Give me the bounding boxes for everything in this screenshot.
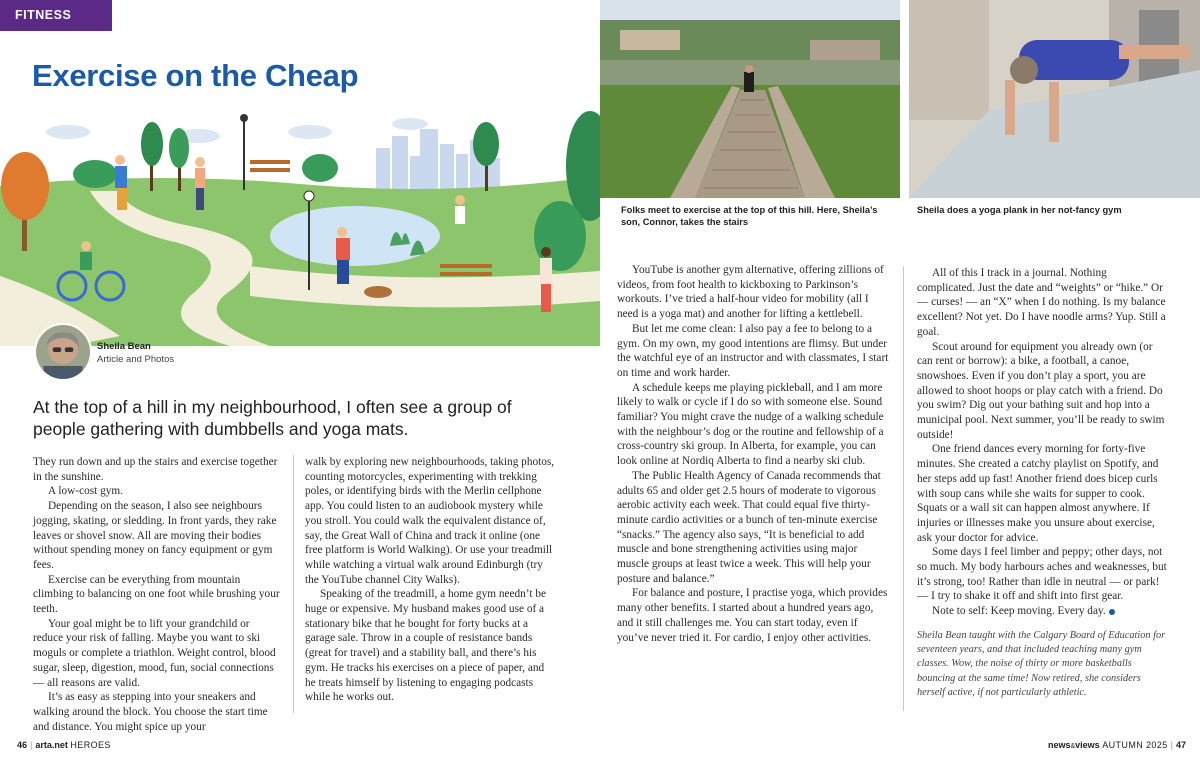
author-role: Article and Photos xyxy=(97,354,175,365)
photo-caption-plank: Sheila does a yoga plank in her not-fancy gym xyxy=(917,205,1122,215)
body-column-1 xyxy=(33,455,281,734)
page-number-left: 46 xyxy=(17,740,28,750)
paragraph: All of this I track in a journal. Nothing complicated. Just the date and “weights” or “hike.” Or — curses! — an “X” when I do nothing. Is my balance excellent? Not yet. Do I have noodle arms? Yup. Still a goal. xyxy=(917,267,1166,338)
brand-amp: & xyxy=(1070,743,1076,750)
footer-right: news&views AUTUMN 2025 | 47 xyxy=(1047,740,1186,750)
column-rule xyxy=(903,266,904,711)
paragraph: Some days I feel limber and peppy; other days, not so much. My body harbours aches and weaknesses, but it’s strong, too! Rather than idle in neutral — or park! — I try to shake it off and shift into first gear. xyxy=(917,546,1167,603)
paragraph: Scout around for equipment you already own (or can rent or borrow): a bike, a football, a canoe, snowshoes. Even if you don’t play a sport, you are allowed to shoot hoops or play catch with a friend. Do you swim? Dig out your bathing suit and hop into a municipal pool. Next summer, you’ll be ready to swim outside! xyxy=(917,340,1165,441)
brand-views: views xyxy=(1075,740,1100,750)
paragraph: Speaking of the treadmill, a home gym needn’t be huge or expensive. My husband makes good use of a stationary bike that he bought for forty bucks at a garage sale. Throw in a couple of resistance bands (great for travel) and a stability ball, and there’s his gym. He tracks his exercises on a piece of paper, and he treats himself by listening to engaging podcasts while he works out. xyxy=(305,588,546,704)
paragraph: One friend dances every morning for forty-five minutes. She created a catchy playlist on Spotify, and her steps add up fast! Another friend does bicep curls with soup cans while she waits for supper to cook. Squats or a wall sit can happen almost anywhere. If injuries or illnesses make you unsure about exercise, ask your doctor for advice. xyxy=(917,443,1159,544)
paragraph: The Public Health Agency of Canada recommends that adults 65 and older get 2.5 hours of moderate to vigorous aerobic activity each week. That could equal five thirty-minute cardio activities or a bunch of ten-minute exercise “snacks.” The agency also says, “It is beneficial to add muscle and bone strengthening activities using major muscle groups at least twice a week. This will help your posture and balance.” xyxy=(617,469,881,585)
section-tag: FITNESS xyxy=(0,0,112,31)
brand-news: news xyxy=(1047,740,1071,750)
author-bio: Sheila Bean taught with the Calgary Board of Education for seventeen years, and that included teaching many gym classes. Wow, the noise of thirty or more basketballs bouncing at the same time! Now retired, she considers herself active, if not particularly athletic. xyxy=(917,629,1166,699)
paragraph: They run down and up the stairs and exercise together in the sunshine. xyxy=(33,456,278,483)
paragraph: But let me come clean: I also pay a fee to belong to a gym. On my own, my good intentions are flimsy. But under the watchful eye of an instructor and with classmates, I start on time and work harder. xyxy=(617,322,889,379)
issue-label: AUTUMN 2025 xyxy=(1102,740,1168,750)
footer-section: HEROES xyxy=(70,740,111,750)
paragraph: YouTube is another gym alternative, offering zillions of videos, from foot health to kickboxing to Parkinson’s workouts. I’ve tried a half-hour video for mobility (all I need is a yoga mat) and another for lifting a kettlebell. xyxy=(617,264,884,321)
paragraph: Depending on the season, I also see neighbours jogging, skating, or sledding. In front yards, they rake leaves or shovel snow. All are moving their bodies without spending money on fancy equipment or gym fees. xyxy=(33,500,277,571)
body-column-3 xyxy=(617,263,889,645)
clouds xyxy=(46,118,428,143)
park-illustration xyxy=(0,96,600,346)
lede-paragraph: At the top of a hill in my neighbourhood, I often see a group of people gathering with dumbbells and yoga mats. xyxy=(33,397,512,439)
page-number-right: 47 xyxy=(1175,740,1186,750)
paragraph: Exercise can be everything from mountain climbing to balancing on one foot while brushing your teeth. xyxy=(33,573,280,616)
paragraph: A low-cost gym. xyxy=(48,485,123,498)
paragraph: Your goal might be to lift your grandchild or reduce your risk of falling. Maybe you want to ski moguls or complete a triathlon. Weight control, blood sugar, sleep, digestion, mood, fun, social connections — all reasons are valid. xyxy=(33,617,276,689)
stairs-photo xyxy=(600,0,900,198)
closing-paragraph xyxy=(917,604,1167,619)
paragraph: It’s as easy as stepping into your sneakers and walking around the block. You choose the start time and distance. You might spice up your xyxy=(33,691,268,733)
paragraph: For balance and posture, I practise yoga, which provides many other benefits. I started about a hundred years ago, and it still challenges me. You can start today, even if you’ve never tried it. For cardio, I enjoy other activities. xyxy=(617,587,888,644)
yoga-plank-photo xyxy=(909,0,1200,198)
pond xyxy=(270,206,440,266)
article-title: Exercise on the Cheap xyxy=(32,58,359,93)
author-name: Sheila Bean xyxy=(97,341,151,352)
closing-text: Note to self: Keep moving. Every day. xyxy=(932,605,1106,618)
body-column-4 xyxy=(917,266,1167,700)
column-rule xyxy=(293,455,294,713)
paragraph: walk by exploring new neighbourhoods, taking photos, counting motorcycles, experimenting with trekking poles, or identifying birds with the Merlin cellphone app. You could listen to an audiobook mystery while you stroll. You could walk the equivalent distance of, say, the Great Wall of China and track it online (one free platform is World Walking). Or use your treadmill while watching a virtual walk around Edinburgh (try the YouTube channel City Walks). xyxy=(305,456,555,586)
end-mark-icon xyxy=(1109,609,1115,615)
paragraph: A schedule keeps me playing pickleball, and I am more likely to walk or cycle if I do so with someone else. Sound familiar? You might crave the nudge of a walking schedule with the neighbour’s dog or the routine and fellowship of a cross-country ski group. In Alberta, for example, you can look online at Nordiq Alberta to find a nearby ski club. xyxy=(617,381,884,468)
footer-site-link[interactable]: arta.net xyxy=(35,740,68,750)
author-avatar xyxy=(34,323,92,381)
footer-left: 46 | arta.net HEROES xyxy=(17,740,111,750)
body-column-2 xyxy=(305,455,555,705)
photo-caption-stairs: Folks meet to exercise at the top of this hill. Here, Sheila’s son, Connor, takes the stairs xyxy=(621,205,878,227)
